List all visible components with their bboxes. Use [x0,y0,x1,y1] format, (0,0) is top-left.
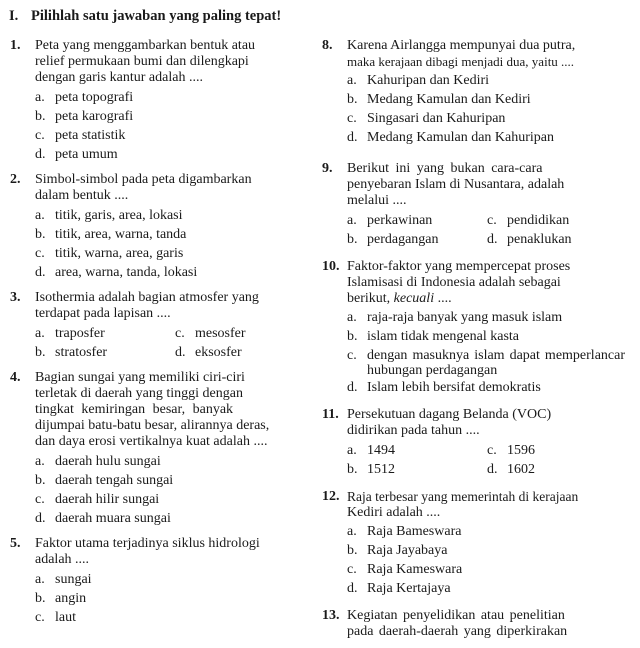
option-a[interactable] [347,522,625,541]
option-text: pendidikan [507,213,570,228]
option-text: daerah muara sungai [55,511,171,526]
option-row [347,211,625,230]
option-d[interactable] [347,128,625,147]
option-text: 1602 [507,462,535,477]
option-letter: d. [347,581,358,596]
option-letter: b. [35,109,46,124]
option-text: titik, area, warna, tanda [55,227,187,242]
option-letter: a. [347,73,357,88]
question-13 [322,608,625,640]
option-a[interactable] [35,452,306,471]
stem-line: relief permukaan bumi dan dilengkapi [35,54,249,69]
option-d[interactable] [175,343,242,362]
option-text: titik, warna, area, garis [55,246,184,261]
question-8 [322,38,625,147]
option-letter: b. [347,92,358,107]
stem-line: adalah .... [35,552,90,567]
option-text: daerah hilir sungai [55,492,160,507]
option-a[interactable] [35,570,306,589]
option-d[interactable] [35,263,306,282]
option-a[interactable] [347,441,487,460]
question-stem [10,290,306,322]
option-letter: c. [347,111,357,126]
question-number: 4. [10,370,21,385]
stem-text: berikut, [347,291,394,306]
question-stem [10,38,306,86]
option-letter: a. [35,326,45,341]
option-letter: c. [35,492,45,507]
option-d[interactable] [487,230,572,249]
option-d[interactable] [347,579,625,598]
option-letter: b. [35,473,46,488]
option-b[interactable] [347,90,625,109]
question-stem [10,370,306,450]
stem-line: Raja terbesar yang memerintah di kerajaan [347,489,579,504]
stem-line: tingkat kemiringan besar, banyak [35,402,234,417]
option-d[interactable] [347,378,625,397]
stem-line: Kegiatan penyelidikan atau penelitian [347,608,565,623]
option-row [347,460,625,479]
option-text: titik, garis, area, lokasi [55,208,183,223]
option-text: Raja Bameswara [367,524,462,539]
stem-line: maka kerajaan dibagi menjadi dua, yaitu .... [347,54,575,69]
stem-line [347,291,625,307]
option-c[interactable] [35,608,306,627]
question-number: 13. [322,608,340,623]
stem-line: Simbol-simbol pada peta digambarkan [35,172,252,187]
question-number: 8. [322,38,333,53]
option-letter: c. [347,348,357,363]
option-text: peta karografi [55,109,134,124]
option-letter: b. [347,462,358,477]
option-letter: a. [347,443,357,458]
question-number: 5. [10,536,21,551]
option-text: eksosfer [195,345,242,360]
option-letter: d. [35,511,46,526]
question-12 [322,489,625,598]
option-row [35,343,306,362]
option-text: area, warna, tanda, lokasi [55,265,198,280]
option-text: angin [55,591,87,606]
option-letter: a. [347,524,357,539]
stem-line: Kediri adalah .... [347,505,441,520]
option-b[interactable] [347,460,487,479]
stem-line: dengan garis kantur adalah .... [35,70,203,85]
option-text: 1596 [507,443,535,458]
option-letter: a. [35,90,45,105]
option-c[interactable] [35,490,306,509]
option-letter: b. [35,345,46,360]
stem-line: melalui .... [347,193,407,208]
option-text: peta statistik [55,128,126,143]
option-text: raja-raja banyak yang masuk islam [367,310,563,325]
question-stem [322,407,625,439]
option-text: 1512 [367,462,395,477]
option-letter: d. [35,147,46,162]
question-stem [10,536,306,568]
option-letter: a. [35,572,45,587]
option-letter: a. [347,310,357,325]
option-letter: d. [487,462,498,477]
stem-line: Karena Airlangga mempunyai dua putra, [347,38,576,53]
option-text: Raja Jayabaya [367,543,448,558]
stem-text: .... [434,291,452,306]
option-letter: d. [35,265,46,280]
option-text: perdagangan [367,232,439,247]
stem-line: Peta yang menggambarkan bentuk atau [35,38,256,53]
option-text: sungai [55,572,92,587]
question-number: 9. [322,161,333,176]
option-letter: c. [175,326,185,341]
option-text: dengan masuknya islam dapat memperlancar hubungan perdagangan [367,348,625,378]
option-text: islam tidak mengenal kasta [367,329,520,344]
option-text: 1494 [367,443,395,458]
stem-line: Persekutuan dagang Belanda (VOC) [347,407,552,422]
option-letter: b. [35,591,46,606]
option-a[interactable] [347,71,625,90]
stem-line: Isothermia adalah bagian atmosfer yang [35,290,259,305]
option-text: daerah hulu sungai [55,454,161,469]
section-title [9,8,281,25]
option-row [347,441,625,460]
question-stem [10,172,306,204]
option-letter: c. [35,128,45,143]
option-b[interactable] [35,107,306,126]
question-11 [322,407,625,479]
option-text: Medang Kamulan dan Kediri [367,92,531,107]
option-letter: d. [487,232,498,247]
option-letter: b. [347,329,358,344]
option-a[interactable] [35,324,175,343]
option-row [347,230,625,249]
option-c[interactable] [487,441,535,460]
option-a[interactable] [35,206,306,225]
question-2 [10,172,306,282]
question-stem [322,38,625,70]
option-b[interactable] [35,589,306,608]
option-text: laut [55,610,76,625]
section-instruction: Pilihlah satu jawaban yang paling tepat! [31,8,282,24]
option-text: penaklukan [507,232,572,247]
option-letter: c. [487,443,497,458]
option-c[interactable] [487,211,569,230]
stem-line: penyebaran Islam di Nusantara, adalah [347,177,565,192]
option-letter: b. [35,227,46,242]
option-text: Singasari dan Kahuripan [367,111,506,126]
option-text: Medang Kamulan dan Kahuripan [367,130,554,145]
stem-line: dijumpai batu-batu besar, alirannya deras, [35,418,270,433]
option-letter: b. [347,232,358,247]
stem-line: terletak di daerah yang tinggi dengan [35,386,243,401]
stem-line: Bagian sungai yang memiliki ciri-ciri [35,370,245,385]
option-row [35,324,306,343]
option-d[interactable] [487,460,535,479]
option-letter: a. [35,454,45,469]
question-1 [10,38,306,164]
question-9 [322,161,625,249]
left-column [10,38,306,635]
option-c[interactable] [175,324,246,343]
option-a[interactable] [347,211,487,230]
option-a[interactable] [35,88,306,107]
option-c[interactable] [347,346,625,378]
option-text: stratosfer [55,345,108,360]
question-stem [322,608,625,640]
option-d[interactable] [35,509,306,528]
option-letter: c. [347,562,357,577]
stem-line: terdapat pada lapisan .... [35,306,171,321]
option-text: traposfer [55,326,105,341]
stem-line: Faktor-faktor yang mempercepat proses [347,259,571,274]
option-c[interactable] [347,109,625,128]
option-text: mesosfer [195,326,246,341]
option-letter: a. [35,208,45,223]
question-10 [322,259,625,397]
stem-line: Berikut ini yang bukan cara-cara [347,161,543,176]
option-letter: c. [487,213,497,228]
option-text: peta umum [55,147,118,162]
option-text: Islam lebih bersifat demokratis [367,380,541,395]
option-text: daerah tengah sungai [55,473,174,488]
option-letter: d. [175,345,186,360]
question-stem [322,259,625,307]
option-letter: d. [347,130,358,145]
option-text: perkawinan [367,213,433,228]
option-b[interactable] [347,230,487,249]
option-b[interactable] [35,343,175,362]
option-b[interactable] [35,471,306,490]
question-number: 3. [10,290,21,305]
question-stem [322,489,625,521]
question-number: 1. [10,38,21,53]
option-c[interactable] [35,126,306,145]
right-column [322,38,625,648]
question-4 [10,370,306,528]
option-letter: c. [35,610,45,625]
question-number: 2. [10,172,21,187]
option-letter: b. [347,543,358,558]
option-letter: c. [35,246,45,261]
question-stem [322,161,625,209]
section-number: I. [9,8,19,24]
question-5 [10,536,306,627]
option-b[interactable] [35,225,306,244]
stem-line: didirikan pada tahun .... [347,423,480,438]
option-c[interactable] [35,244,306,263]
question-3 [10,290,306,362]
stem-line: dalam bentuk .... [35,188,129,203]
option-b[interactable] [347,541,625,560]
option-letter: d. [347,380,358,395]
option-text: Raja Kameswara [367,562,463,577]
stem-line: Islamisasi di Indonesia adalah sebagai [347,275,561,290]
option-text: peta topografi [55,90,134,105]
option-letter: a. [347,213,357,228]
stem-line: pada daerah-daerah yang diperkirakan [347,624,568,639]
stem-line: Faktor utama terjadinya siklus hidrologi [35,536,260,551]
option-text: Raja Kertajaya [367,581,451,596]
emphasis-text: kecuali [393,291,435,306]
question-number: 12. [322,489,340,504]
question-number: 11. [322,407,339,422]
option-text: Kahuripan dan Kediri [367,73,490,88]
option-d[interactable] [35,145,306,164]
option-a[interactable] [347,308,625,327]
stem-line: dan daya erosi vertikalnya kuat adalah .... [35,434,268,449]
option-c[interactable] [347,560,625,579]
option-b[interactable] [347,327,625,346]
question-number: 10. [322,259,340,274]
